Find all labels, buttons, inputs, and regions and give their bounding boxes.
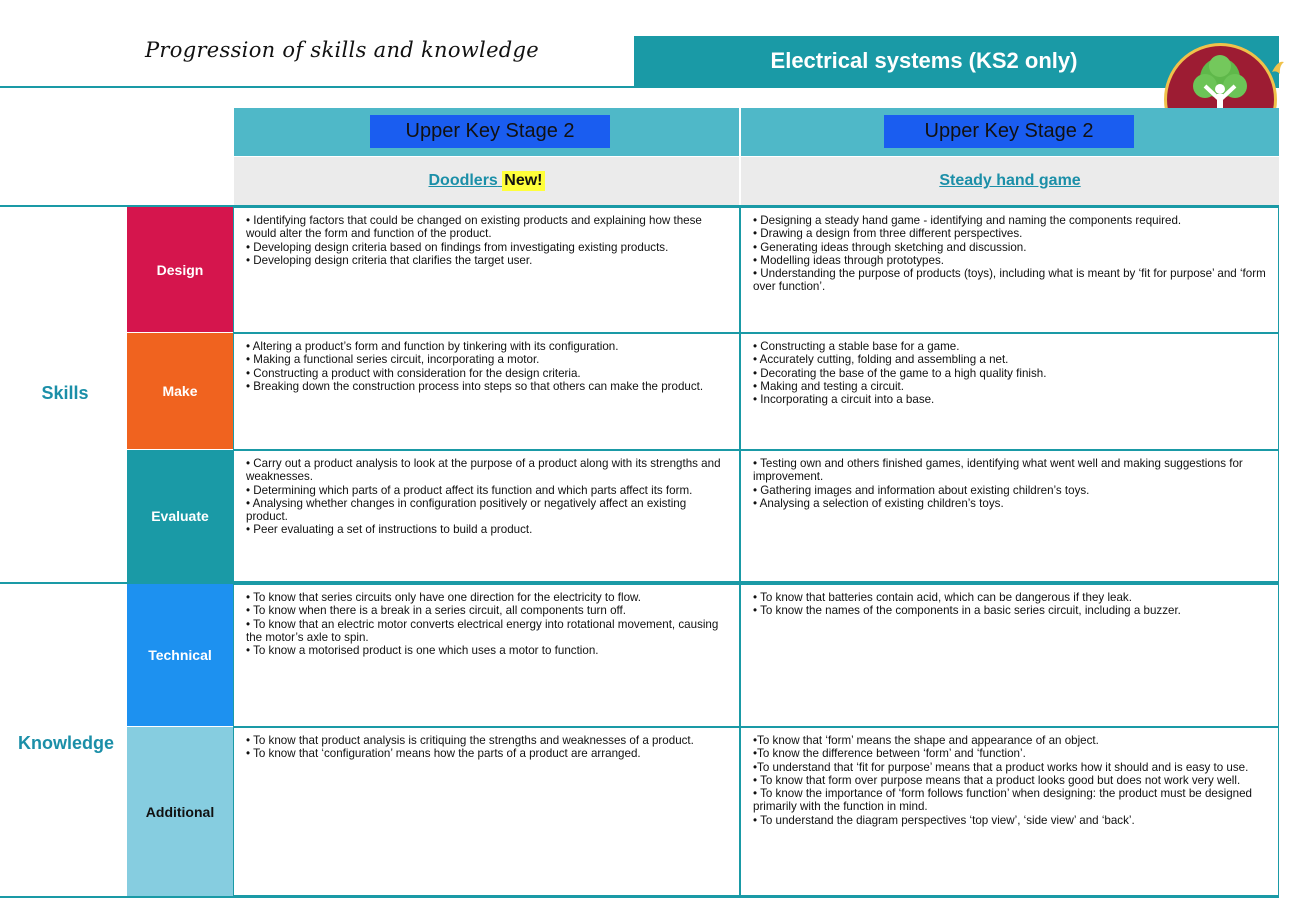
list-item: • Altering a product’s form and function by tinkering with its configuration. [246, 340, 619, 353]
list-item: • Making a functional series circuit, incorporating a motor. [246, 353, 540, 367]
list-item: • Constructing a product with consideration for the design criteria. [246, 366, 581, 380]
list-item: • Modelling ideas through prototypes. [753, 253, 944, 267]
stage-make: Make [127, 333, 233, 449]
column-2-unit [741, 157, 1279, 205]
technical-doodlers-cell [233, 584, 740, 727]
list-item: • To know the importance of ‘form follows function’ when designing: the product must be designed primarily with the function in mind. [753, 787, 1253, 814]
key-stage-label: Upper Key Stage 2 [370, 115, 610, 148]
list-item: • Constructing a stable base for a game. [753, 340, 960, 353]
key-stage-label: Upper Key Stage 2 [884, 115, 1134, 148]
list-item: • To know that form over purpose means that a product looks good but does not work very well. [753, 773, 1241, 787]
list-item: • Making and testing a circuit. [753, 379, 904, 393]
list-item: •To understand that ‘fit for purpose’ means that a product works how it should and is easy to use. [753, 760, 1249, 774]
list-item: • Accurately cutting, folding and assembling a net. [753, 353, 1009, 367]
list-item: • Developing design criteria that clarifies the target user. [246, 253, 533, 267]
list-item: • To know a motorised product is one which uses a motor to function. [246, 644, 599, 658]
evaluate-doodlers-cell [233, 450, 740, 582]
technical-steady-hand-cell [740, 584, 1279, 727]
additional-doodlers-cell [233, 727, 740, 896]
list-item: • Determining which parts of a product affect its function and which parts affect its form. [246, 483, 693, 497]
list-item: • Identifying factors that could be changed on existing products and explaining how these would alter the form and function of the product. [246, 214, 702, 241]
stage-evaluate: Evaluate [127, 450, 233, 582]
list-item: • To know that ‘configuration’ means how the parts of a product are arranged. [246, 747, 641, 761]
unit-link-doodlers[interactable]: Doodlers [428, 172, 498, 189]
list-item: • To know that product analysis is critiquing the strengths and weaknesses of a product. [246, 734, 694, 747]
list-item: • Generating ideas through sketching and discussion. [753, 240, 1027, 254]
list-item: • To know when there is a break in a series circuit, all components turn off. [246, 604, 626, 618]
design-doodlers-cell [233, 207, 740, 333]
list-item: • Drawing a design from three different perspectives. [753, 227, 1023, 241]
list-item: • Analysing whether changes in configuration positively or negatively affect an existing product. [246, 496, 687, 524]
list-item: • To know the names of the components in a basic series circuit, including a buzzer. [753, 604, 1181, 618]
list-item: • Designing a steady hand game - identifying and naming the components required. [753, 214, 1182, 227]
topic-title: Electrical systems (KS2 only) [770, 48, 1078, 73]
list-item: •To know the difference between ‘form’ and ‘function’. [753, 747, 1026, 761]
list-item: • Peer evaluating a set of instructions to build a product. [246, 523, 533, 537]
column-1-unit [234, 157, 739, 205]
unit-link-steady-hand-game[interactable]: Steady hand game [939, 172, 1081, 189]
evaluate-steady-hand-cell [740, 450, 1279, 582]
design-steady-hand-cell [740, 207, 1279, 333]
list-item: • Incorporating a circuit into a base. [753, 393, 935, 407]
list-item: • To know that series circuits only have one direction for the electricity to flow. [246, 591, 641, 604]
make-doodlers-cell [233, 333, 740, 450]
list-item: • To understand the diagram perspectives ‘top view’, ‘side view’ and ‘back’. [753, 813, 1135, 827]
stage-design: Design [127, 207, 233, 332]
list-item: • To know that an electric motor converts electrical energy into rotational movement, causing the motor’s axle to spin. [246, 617, 719, 644]
list-item: • Developing design criteria based on findings from investigating existing products. [246, 240, 669, 254]
skills-label: Skills [41, 383, 89, 403]
list-item: • Testing own and others finished games, identifying what went well and making suggestions for improvement. [753, 457, 1243, 484]
additional-steady-hand-cell [740, 727, 1279, 896]
list-item: • Carry out a product analysis to look at the purpose of a product along with its strengths and weaknesses. [246, 457, 721, 484]
page-title: Progression of skills and knowledge [145, 38, 540, 62]
column-2-header [741, 108, 1279, 156]
new-badge: New! [504, 172, 543, 189]
list-item: • Gathering images and information about existing children’s toys. [753, 483, 1090, 497]
column-1-header [234, 108, 739, 156]
list-item: • Understanding the purpose of products (toys), including what is meant by ‘fit for purpose’ and ‘form over function’. [753, 267, 1266, 294]
bird-icon [1270, 58, 1286, 80]
stage-additional: Additional [127, 727, 233, 896]
section-divider [0, 896, 1279, 898]
list-item: • To know that batteries contain acid, which can be dangerous if they leak. [753, 591, 1132, 604]
title-divider [0, 86, 1279, 88]
stage-technical: Technical [127, 584, 233, 726]
list-item: • Breaking down the construction process into steps so that others can make the product. [246, 379, 704, 393]
list-item: • Decorating the base of the game to a high quality finish. [753, 366, 1047, 380]
list-item: • Analysing a selection of existing children’s toys. [753, 496, 1004, 510]
list-item: •To know that ‘form’ means the shape and appearance of an object. [753, 734, 1099, 747]
make-steady-hand-cell [740, 333, 1279, 450]
knowledge-label: Knowledge [17, 733, 114, 753]
